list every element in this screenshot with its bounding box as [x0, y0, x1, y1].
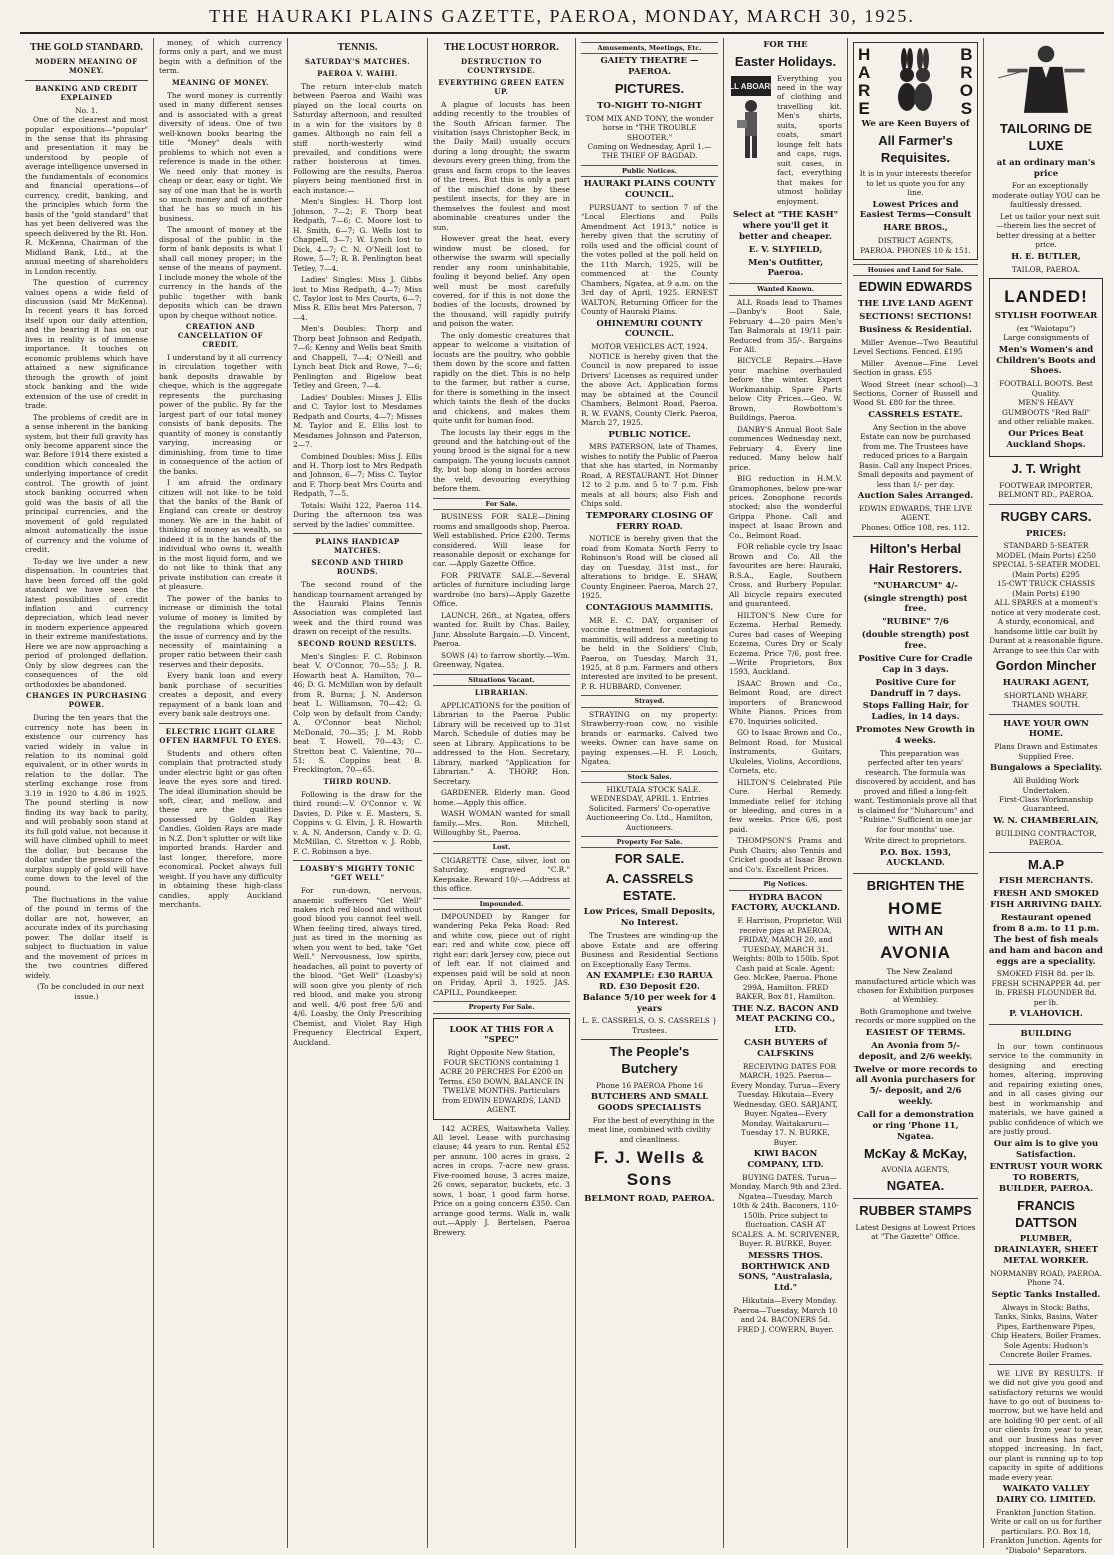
article-subtitle: MODERN MEANING OF MONEY.	[35, 56, 138, 75]
have-home-title: HAVE YOUR OWN HOME.	[1003, 718, 1089, 740]
rubber-title: RUBBER STAMPS	[859, 1203, 972, 1219]
hilton-title-2: Hair Restorers.	[868, 561, 963, 576]
normanby-text: NORMANBY ROAD, PAEROA. Phone 74.	[990, 1268, 1102, 1288]
hare-letters-right	[960, 46, 973, 117]
column-tennis	[288, 38, 428, 1548]
paragraph: The return inter-club match between Paeroa and Waihi was played on the local courts on Saturday afternoon, and resulted in a win for the visitors by 8 games. Although no rain fell a stiff north-westerly wind prevailed, and conditions were rather boisterous at times. Following are the results, Paeroa players being mentioned first in each instance:—	[293, 81, 422, 195]
divider	[989, 714, 1103, 715]
classified-ad: FOR reliable cycle try Isaac Brown and Co. All the favourites are here: Hauraki, B.S.A., Eagle, Southern Cross, and Burbery Popular. All bicycle repairs executed and guaranteed.	[729, 542, 842, 609]
coming-text: Coming on Wednesday, April 1.— THE THIEF OF BAGDAD.	[587, 141, 712, 161]
letter: R	[858, 81, 871, 100]
theatre-name: GAIETY THEATRE — PAEROA.	[600, 56, 699, 78]
hare-banner	[858, 47, 973, 117]
easter-text: Everything you need in the way of clothing and travelling kit. Men's shirts, suits, sports coats, smart lounge felt hats and caps, rugs, suit cases, in fact, everything that makes for utmost holiday enjoyment.	[777, 73, 842, 206]
septic-text: Septic Tanks Installed.	[991, 1289, 1101, 1300]
classified-ad: THOMPSON'S Prams and Push Chairs; also Tennis and Cricket goods at Isaac Brown and Co's. Excellent Prices.	[729, 836, 842, 874]
classified-heading: Houses and Land for Sale.	[853, 264, 978, 276]
article-title: THE LOCUST HORROR.	[444, 42, 559, 53]
buyers-text: We are Keen Buyers of	[861, 119, 970, 129]
twelve-text: Twelve or more records to all Avonia purchasers for 5/- deposit, and 2/6 weekly.	[853, 1064, 978, 1108]
paragraph: The second round of the handicap tournament arranged by the Hauraki Plains Tennis Association was completed last week and the third round was drawn on receipt of the results.	[293, 580, 422, 637]
example-text: AN EXAMPLE: £30 RARUA RD. £30 Deposit £20. Balance 5/10 per week for 4 years	[582, 970, 717, 1014]
plumber-text: PLUMBER, DRAINLAYER, SHEET METAL WORKER.	[994, 1234, 1098, 1267]
butler-name: H. E. BUTLER,	[1011, 251, 1081, 262]
ad-spec	[433, 1018, 570, 1120]
paragraph: A plague of locusts has been adding recently to the troubles of the South African farmer. The visitation (says Christopher Beck, in the Daily Mail) usually occurs during a long drought; the swarm devours every green thing, from the grass and farm crops to the leaves of the trees. But this is only a part of the mischief done by these pestilent insects, for they are in themselves the foulest and most abominable creatures under the sun.	[433, 99, 570, 232]
sections-title: SECTIONS! SECTIONS!	[859, 311, 972, 322]
notice-text: MRS PATERSON, late of Thames, wishes to notify the Public of Paeroa that she has started, in Normanby Road, A RESTAURANT. Hot Dinner 12 to 2 p.m. and 5 to 7 p.m. Fish meals at all hours; also Fish and Chips sold.	[581, 442, 718, 509]
paragraph: The fluctuations in the value of the pound in terms of the dollar are not, however, an accurate index of its purchasing power. The dollar itself is subject to fluctuation in value and the movement of prices in the two countries differed widely.	[25, 895, 148, 980]
prices-text: Our Prices Beat Auckland Shops.	[1006, 428, 1086, 450]
double-strength: (double strength) post free.	[861, 630, 970, 651]
notice-title: TEMPORARY CLOSING OF FERRY ROAD.	[585, 510, 714, 532]
tailor-illustration	[989, 38, 1103, 116]
classified-ad: APPLICATIONS for the position of Librarian to the Paeroa Public Library will be received up to 31st March. Schedule of duties may be seen at Library. Applications to be addressed to the Hon. Secretary, Library, marked "Application for Librarian." A. THORP, Hon. Secretary.	[433, 700, 570, 786]
price-line: 15-CWT TRUCK CHASSIS (Main Ports) £190	[996, 579, 1096, 598]
wright-address: FOOTWEAR IMPORTER, BELMONT RD., PAEROA.	[998, 481, 1094, 500]
classified-heading: Wanted Known.	[729, 283, 842, 295]
paragraph: To-day we live under a new dispensation. In countries that have been forced off the gold standard we have seen the latest possibilities of credit inflation and currency depreciation, which lead never in modern experience appeared in their extreme manifestations. Here we are now approaching a period of prolonged deflation. Only by slow degrees can the consequences of the old orthodoxies be abandoned.	[25, 556, 148, 689]
receiving-text: RECEIVING DATES FOR MARCH, 1925. Paeroa—Every Monday. Turua—Every Tuesday. Hikutaia—Every Wednesday. GEO. SARJANT, Buyer. Ngatea—Every Monday. Waitakaruru—Tuesday 17. N. BURKE, Buyer.	[730, 1061, 841, 1147]
deposit-text: An Avonia from 5/- deposit, and 2/6 weekly.	[858, 1040, 973, 1062]
article-title: THE GOLD STANDARD.	[30, 42, 143, 53]
classified-ad: BIG reduction in H.M.V. Gramophones, below pre-war prices. Zonophone records stocked; also the wonderful Grippa Phone. Call and inspect at Isaac Brown and Co., Belmont Road.	[729, 474, 842, 540]
cure-line: Stops Falling Hair, for Ladies, in 14 days.	[862, 701, 969, 723]
paragraph: The amount of money at the disposal of the public in the form of bank deposits is what I shall call money proper; in the sense of the means of payment. I include money the whole of the currency in the hands of the public together with bank deposits which can be drawn upon by cheque without notice.	[159, 225, 282, 320]
notice-text: MR E. C. DAY, organiser of vaccine treatment for contagious mammitis, will address a meeting to be held in the Soldiers' Club, Paeroa, on Tuesday, March 31, 1925, at 8 p.m. Farmers and others interested are invited to be present. P. R. HUBBARD, Convener.	[581, 615, 718, 691]
football-text: FOOTBALL BOOTS. Best Quality.	[999, 379, 1093, 398]
brighten-text: BRIGHTEN THE	[866, 878, 965, 894]
butchery-phone: Phone 16 PAEROA Phone 16	[596, 1080, 703, 1090]
hilton-text: This preparation was perfected after ten years' research. The formula was discovered by accident, and has proved and filled a long-felt want. Testimonials prove all that is claimed for "Nuharcum" and "Rubine." Sufficient in one jar for four months' use.	[854, 748, 977, 834]
notice-text: NOTICE is hereby given that the road from Komata North Ferry to Robinson's Road will be closed all day on Tuesday, 31st inst., for alterations to bridge. E. SHAW, County Engineer. Paeroa, March 27, 1925.	[581, 534, 718, 601]
column-notices	[576, 38, 724, 1548]
classified-ad: CIGARETTE Case, silver, lost on Saturday, engraved "C.R." Keepsake. Reward 10/-.—Address at this office.	[433, 855, 570, 894]
classified-heading: Property For Sale.	[433, 1001, 570, 1013]
paragraph: The only domestic creatures that appear to welcome a visitation of locusts are the poultry, who gobble them down by the score and fatten rapidly on the diet. This is no help to the farmer, but rather a curse, for there is something in the insect which taints the flesh of the ducks and chickens, and makes them quite unfit for human food.	[433, 330, 570, 426]
column-gold-standard-continued	[154, 38, 288, 1548]
nz-bacon-title: THE N.Z. BACON AND MEAT PACKING CO., LTD.	[732, 1003, 839, 1036]
butchery-text: For the best of everything in the meat line, combined with civility and cleanliness.	[588, 1115, 715, 1144]
paragraph: Combined Doubles: Miss J. Ellis and H. Thorp lost to Mrs Redpath and Johnson, 6—7; Miss C. Taylor and F. Thorp beat Mrs Courts and Redpath, 7—5.	[293, 451, 422, 499]
map-title: M.A.P	[1027, 856, 1065, 872]
cure-line: Positive Cure for Dandruff in 7 days.	[870, 677, 961, 699]
notice-title: CONTAGIOUS MAMMITIS.	[585, 602, 714, 613]
notice-title: PUBLIC NOTICE.	[608, 429, 691, 440]
waikato-title: WAIKATO VALLEY DAIRY CO. LIMITED.	[996, 1484, 1096, 1506]
slyfield-name: E. V. SLYFIELD,	[748, 244, 823, 255]
trustees-text: L. E. CASSRELS, O. S. CASSRELS } Trustees.	[582, 1016, 717, 1035]
easter-title: Easter Holidays.	[734, 53, 837, 69]
home-text: HOME	[888, 898, 943, 918]
paragraph: The problems of credit are in a sense inherent in the banking system, but their full gravity has only become apparent since the war. Before 1914 there existed a condition which concealed the underlying importance of credit control. The growth of joint stock banking occurred when gold was the basis of all the principal currencies, and the movement of gold regulated almost automatically the issue of currency and the volume of credit.	[25, 412, 148, 555]
cassrels-text: Any Section in the above Estate can now be purchased from me. The Trustees have reduced prices to a Bargain Basis. Call any Inspect Prices. Small deposits and payment of less than 1/- per day.	[857, 422, 974, 489]
article-subtitle: DESTRUCTION TO COUNTRYSIDE.	[461, 56, 542, 75]
cassrels-subtitle: Low Prices, Small Deposits, No Interest.	[583, 907, 716, 929]
section-heading: PLAINS HANDICAP MATCHES.	[315, 537, 400, 556]
classified-heading: Impounded.	[433, 898, 570, 910]
prices-heading: PRICES:	[1026, 528, 1066, 539]
ngatea-text: NGATEA.	[886, 1177, 945, 1193]
masthead-text: THE HAURAKI PLAINS GAZETTE, PAEROA, MONDAY, MARCH 30, 1925.	[209, 6, 915, 26]
tonight-label: TO-NIGHT TO-NIGHT	[597, 100, 702, 111]
cure-line: Promotes New Growth in 4 weeks.	[856, 725, 975, 746]
fish-title: FISH MERCHANTS.	[998, 876, 1094, 887]
newspaper-page	[20, 38, 1108, 1555]
hydra-text: F. Harrison, Proprietor. Will receive pigs at PAEROA, FRIDAY, MARCH 20, and TUESDAY, MARCH 31. Weights: 80lb to 150lb. Spot Cash paid at Scale. Agent: Geo. McKee, Paeroa. Phone 299A, Hamilton. FRED BAKER, Box 81, Hamilton.	[732, 916, 842, 1002]
section-heading: THIRD ROUND.	[323, 776, 392, 786]
hare-letters-left	[858, 46, 870, 117]
column-tailoring	[984, 38, 1108, 1555]
masthead	[20, 6, 1104, 34]
dattson-title: FRANCIS DATTSON	[1015, 1198, 1077, 1230]
section-heading: SECOND AND THIRD ROUNDS.	[311, 558, 404, 577]
tailoring-subtitle: at an ordinary man's price	[996, 157, 1096, 179]
divider	[853, 873, 978, 874]
district-text: DISTRICT AGENTS,	[877, 236, 954, 246]
avonia-body: The New Zealand manufactured article which was chosen for Exhibition purposes at Wembley.	[855, 967, 976, 1005]
listing: Miller Avenue—Fine Level Section in grass. £55	[853, 358, 978, 378]
landed-title: LANDED!	[1004, 287, 1088, 307]
write-text: Write direct to proprietors.	[864, 836, 967, 846]
classified-heading: Strayed.	[581, 695, 718, 707]
paragraph: Men's Doubles: Thorp and Thorp beat Johnson and Redpath, 7—6; Kenny and Wells beat Smith and Chappell, 7—4; O'Neill and Lynch beat Dick and Rowe, 7—6; Penlington and Bigelow beat Tetley and Green, 7—4.	[293, 324, 422, 391]
avonia-text: AVONIA	[880, 943, 951, 963]
divider	[853, 1198, 978, 1199]
butler-address: TAILOR, PAEROA.	[1011, 264, 1081, 274]
feature-text: TOM MIX AND TONY, the wonder horse in "THE TROUBLE SHOOTER."	[585, 113, 714, 142]
ex-text: (ex "Waiotapu")	[1016, 323, 1076, 333]
article-title: TENNIS.	[337, 42, 378, 53]
article-title-electric: ELECTRIC LIGHT GLARE OFTEN HARMFUL TO EYES.	[159, 726, 282, 745]
kash-text: Select at "THE KASH" where you'll get it better and cheaper.	[732, 210, 839, 242]
letter: S	[960, 98, 973, 118]
classified-heading: Pig Notices.	[729, 878, 842, 890]
notice-title: HAURAKI PLAINS COUNTY COUNCIL.	[583, 179, 716, 201]
avonia-agents: AVONIA AGENTS,	[881, 1165, 950, 1175]
section-heading: LIBRARIAN.	[474, 687, 529, 697]
classified-heading: Stock Sales.	[581, 771, 718, 783]
letter: O	[959, 81, 973, 100]
paragraph: Men's Singles: F. C. Robinson beat V. O'Connor, 70—55; J. R. Howarth beat A. Hamilton, 70—46; D. G. McMillan won by default from R. Burns; J. N. Anderson beat L. Williamson, 70—42; G. Colp won by default from Candy; A. O'Connor beat Nichol; McDonald, 70—35; J. M. Robb beat T. Howell, 70—43; C. Stretton beat C. Valentine, 70—51; S. Coppins beat B. Frecklington, 70—65.	[293, 651, 422, 775]
forsale-label: FOR SALE.	[614, 851, 685, 867]
fresh-title: FRESH AND SMOKED FISH ARRIVING DAILY.	[990, 889, 1102, 911]
edwin-title: EDWIN EDWARDS	[858, 279, 973, 295]
divider	[159, 723, 282, 724]
aim-text: Our aim is to give you Satisfaction.	[993, 1138, 1099, 1160]
classified-ad: SOWS (4) to farrow shortly.—Wm. Greenway, Ngatea.	[433, 650, 570, 670]
tailor-text: Let us tailor your next suit—therein lies the secret of better dressing at a better price.	[996, 211, 1100, 250]
consign-text: Large consignments of	[1003, 333, 1089, 343]
paragraph: Ladies' Doubles: Misses J. Ellis and C. Taylor lost to Mesdames Redpath and Courts, 4—7; Misses M. Taylor and E. Ellis lost to Mesdames Johnson and Paterson, 2—7.	[293, 392, 422, 450]
ad-title-loasby: LOASBY'S MIGHTY TONIC "GET WELL"	[299, 864, 416, 883]
tailor-text: For an exceptionally moderate outlay YOU can be faultlessly dressed.	[992, 181, 1100, 210]
rugby-title: RUGBY CARS.	[1000, 508, 1092, 524]
stock-text: Always in Stock: Baths, Tanks, Sinks, Basins, Water Pipes, Earthenware Pipes, Chip Heaters, Boiler Frames.	[991, 1302, 1101, 1341]
spares-text: ALL SPARES at a moment's notice at very moderate cost.	[991, 598, 1101, 617]
easter-ad-body	[723, 73, 842, 209]
paragraph: For run-down, nervous, anaemic sufferers "Get Well" makes rich red blood and without good blood you cannot feel well. When feeling tired, always tired, just as tired in the morning as when you went to bed, take "Get Well." Nervousness, low spirits, headaches, all point to poverty of the blood. "Get Well" (Loasby's) will soon give you plenty of rich red blood, and make you strong and well. 4/6 post free 5/6 and 4/6. Loasby, the Only Prescribing Chemist, and Violet Ray High Frequency Electrical Expert, Auckland.	[293, 886, 422, 1047]
cassrels-title: A. CASSRELS ESTATE.	[605, 871, 694, 903]
mincher-title: Gordon Mincher	[995, 658, 1097, 674]
cure-line: Positive Cure for Cradle Cap in 3 days.	[858, 653, 973, 675]
ad-title: LOOK AT THIS FOR A "SPEC"	[449, 1024, 554, 1046]
paragraph: The word money is currently used in many different senses and is associated with a great diversity of ideas. One of two well-known books bearing the title "Money" deals with problems to which not even a reference is made in the other. We need only that money is cheap or dear, easy or tight. We say of one man that he is worth so much money and of another that he has so much in his business.	[159, 90, 282, 223]
divider	[989, 504, 1103, 505]
classified-heading: Situations Vacant.	[433, 674, 570, 686]
divider	[989, 1024, 1103, 1025]
paragraph: Totals: Waihi 122, Paeroa 114. During the afternoon tea was served by the ladies' committee.	[293, 500, 422, 529]
paragraph: The locusts lay their eggs in the ground and the hatching-out of the young brood is the signal for a new campaign. The young locusts cannot fly, but hop along in hordes across the veld, devouring everything before them.	[433, 427, 570, 494]
section-heading: CHANGES IN PURCHASING POWER.	[26, 691, 147, 710]
to-be-continued: (To be concluded in our next issue.)	[36, 982, 145, 1001]
paragraph: Ladies' Singles: Miss J. Gibbs lost to Miss Redpath, 4—7; Miss C. Taylor lost to Mrs Courts, 6—7; Miss R. Ellis beat Mrs Paterson, 7—4.	[293, 275, 422, 322]
section-heading: MEANING OF MONEY.	[171, 77, 270, 87]
hydra-title: HYDRA BACON FACTORY, AUCKLAND.	[731, 892, 840, 914]
classified-ad: GO to Isaac Brown and Co., Belmont Road, for Musical Instruments, Guitars, Ukuleles, Violins, Accordions, Cornets, etc.	[729, 728, 842, 776]
chamberlain-name: W. N. CHAMBERLAIN,	[993, 815, 1099, 826]
business-title: Business & Residential.	[859, 324, 972, 335]
hauraki-agent: HAURAKI AGENT,	[1002, 677, 1090, 688]
classified-heading: For Sale.	[433, 498, 570, 510]
vlahovich-name: P. VLAHOVICH.	[1009, 1009, 1083, 1020]
classified-ad: BICYCLE Repairs.—Have your machine overhauled before the winter. Expert Workmanship. Spare Parts below City Prices.—Geo. W. Brown, Rowbottom's Buildings, Paeroa.	[729, 356, 842, 423]
classified-heading: Amusements, Meetings, Etc.	[581, 42, 718, 54]
listing: Wood Street (near school)—3 Sections, Corner of Russell and Wood St. £80 for the three.	[853, 379, 978, 408]
rubine-price: "RUBINE" 7/6	[882, 617, 949, 628]
undertaken-text: All Building Work Undertaken.	[1013, 776, 1079, 795]
interest-text: It is in your interests therefor to let us quote you for any line.	[859, 169, 972, 198]
notice-text: PURSUANT to section 7 of the "Local Elections and Polls Amendment Act 1913," notice is hereby given that the scrutiny of rolls used and the official count of the votes polled at the poll held on the 11th March, 1925, will be commenced at the County Chambers, Ngatea, at 9 a.m. on the 3rd day of April, 1925. ERNEST WALTON, Returning Officer for the County of Hauraki Plains.	[581, 202, 718, 317]
divider	[989, 852, 1103, 853]
letter: R	[960, 63, 973, 83]
classified-ad: FOR PRIVATE SALE.—Several articles of furniture including large wardrobe (no bars)—Apply Gazette Office.	[433, 570, 570, 609]
classified-heading: Property For Sale.	[581, 836, 718, 848]
ad-hare-bros	[853, 42, 978, 260]
wells-title: F. J. Wells & Sons	[594, 1148, 705, 1190]
easter-pretitle: FOR THE	[763, 40, 808, 50]
classified-ad: IMPOUNDED by Ranger for wandering Peka Peka Road: Red and white cow, piece out of right ear; red and white cow, piece off right ear; dark Jersey cow, piece out of left ear. If not claimed and expenses paid will be sold at noon on Friday, April 3, 1925. JAS. CAPILL, Poundkeeper.	[433, 911, 570, 997]
ad-landed	[989, 278, 1103, 457]
wharf-text: SHORTLAND WHARF, THAMES SOUTH.	[1003, 690, 1089, 710]
classified-heading: Lost.	[433, 841, 570, 853]
slyfield-title: Men's Outfitter, Paeroa.	[747, 257, 824, 279]
column-easter-wanted	[724, 38, 848, 1548]
paragraph: Men's Singles: H. Thorp lost Johnson, 7—2; F. Thorp beat Redpath, 7—6; C. Moore lost to H. Smith, 6—7; G. Wells lost to Chappell, 3—7; W. Lynch lost to Dick, 4—7; C. N. O'Neill lost to Rowe, 5—7; R. B. Penlington beat Tetley, 7—4.	[293, 197, 422, 273]
gumboots-text: MEN'S HEAVY GUMBOOTS "Red Ball" and other reliable makes.	[998, 398, 1094, 427]
paragraph: The question of currency values opens a wide field of discussion (said Mr McKenna). In recent years it has forced itself upon our daily attention, and the bearing it has on our lives in reality is of immense importance. It touches on economic problems which have attained a new significance through the growth of joint stock banking and the wide extension of the use of credit in trade.	[25, 278, 148, 411]
chamberlain-title: BUILDING CONTRACTOR, PAEROA.	[995, 828, 1097, 848]
requisites-text: All Farmer's Requisites.	[878, 132, 953, 165]
restaurant-text: Restaurant opened from 8 a.m. to 11 p.m. The best of fish meals and ham and bacon and eggs are a speciality.	[989, 913, 1103, 967]
paragraph: However great the heat, every window must be closed, for otherwise the swarm will specially render any room uninhabitable, fouling it beyond belief. Any open well must be most carefully covered, for if this is not done the bodies of the locusts, drowned by the thousand, will rapidly putrify and poison the water.	[433, 234, 570, 329]
series-number: No. 1.	[75, 105, 98, 115]
classified-heading: Public Notices.	[581, 165, 718, 177]
cassrels-title: CASSRELS ESTATE.	[868, 409, 963, 420]
divider	[853, 536, 978, 537]
letter: A	[858, 63, 871, 83]
column-gold-standard	[20, 38, 154, 1548]
entrust-text: ENTRUST YOUR WORK TO ROBERTS, BUILDER, PAEROA.	[989, 1162, 1103, 1195]
paragraph: Every bank loan and every bank purchase of securities creates a deposit, and every repayment of a bank loan and every bank sale destroys one.	[159, 671, 282, 719]
frankton-text: Frankton Junction Station. Write or call on us for further particulars. P.O. Box 18, Frankton Junction. Agents for "Diabolo" Separators.	[990, 1507, 1102, 1555]
bungalows-text: Bungalows a Speciality.	[989, 763, 1103, 774]
notice-text: HIKUTAIA STOCK SALE. WEDNESDAY, APRIL 1. Entries Solicited. Farmers' Co-operative Auctioneering Co. Ltd., Hamilton, Auctioneers.	[586, 784, 713, 832]
classified-ad: WASH WOMAN wanted for small family.—Mrs. Ron. Mitchell, Willoughby St., Paeroa.	[433, 809, 570, 837]
paragraph: I am afraid the ordinary citizen will not like to be told that the banks of the Bank of England can create or destroy money. We are in the habit of thinking of money as wealth, so indeed it is in the hands of the individual who owns it, wealth in the most liquid form, and we do not like to think that any private institution can create it at pleasure.	[159, 478, 282, 592]
price-line: STANDARD 5-SEATER MODEL (Main Ports) £250	[996, 541, 1096, 560]
live-agent-title: THE LIVE LAND AGENT	[858, 299, 973, 310]
listing: Miller Avenue—Two Beautiful Level Sections. Fenced. £195	[853, 337, 978, 357]
kiwi-text: BUYING DATES. Turua—Monday, March 9th and 23rd. Ngatea—Tuesday, March 10th & 24th. Baconers, 110-150lb. Price subject to fluctuation. CASH AT SCALES. A. M. SCRIVENER, Buyer. R. BURKE, Buyer.	[729, 1172, 842, 1249]
series-title: BANKING AND CREDIT EXPLAINED	[35, 83, 138, 102]
borthwick-text: Hikutaia—Every Monday. Paeroa—Tuesday, March 10 and 24. BACONERS 5d. FRED J. COWERN, Buyer.	[733, 1296, 838, 1334]
divider	[581, 1039, 718, 1040]
butchery-title: The People's Butchery	[609, 1044, 690, 1077]
notice-text: The Trustees are winding-up the above Estate and are offering Business and Residential Sections on Exceptionally Easy Terms.	[581, 931, 718, 969]
with-text: WITH AN	[887, 922, 944, 938]
section-heading: CREATION AND CANCELLATION OF CREDIT.	[177, 322, 264, 349]
classified-ad: HILTON'S New Cure for Eczema. Herbal Remedy. Cures bad cases of Weeping Eczema, Cures Dry or Scaly Eczema. Price 7/6, post free.—Write Proprietors, Box 1593, Auckland.	[729, 610, 842, 677]
boots-text: Men's Women's and Children's Boots and Shoes.	[996, 344, 1096, 377]
fish-prices: SMOKED FISH 8d. per lb. FRESH SCHNAPPER 4d. per lb. FRESH FLOUNDER 8d. per lb.	[991, 969, 1101, 1007]
pictures-label: PICTURES.	[614, 81, 685, 97]
single-strength: (single strength) post free.	[863, 593, 968, 615]
rabbits-icon	[890, 47, 940, 117]
classified-ad: GARDENER. Elderly man. Good home.—Apply this office.	[433, 788, 570, 807]
building-text: In our town continuous service to the community in designing and erecting homes, altering, improving and repairing existing ones, and in all cases giving our best in workmanship and materials, we have gained a public confidence of which we are justly proud.	[989, 1042, 1103, 1137]
divider	[293, 533, 422, 534]
notice-text: STRAYING on my property: Strawberry-roan cow, no visible brands or earmarks. Calved two weeks. Owner can have same on paying expenses.—H. F. Louch, Ngatea.	[581, 709, 718, 767]
letter: H	[858, 45, 871, 65]
easiest-text: EASIEST OF TERMS.	[865, 1027, 966, 1038]
section-heading: SECOND ROUND RESULTS.	[297, 638, 418, 648]
paragraph: One of the clearest and most popular expositions—"popular" in the sense that its phrasing and presentation it may be understood by people of average intelligence unversed in the fundamentals of economics and financial operations—of currency, credit, banking, and the principles which form the basis of the "gold standard" that has yet been delivered was the speech delivered by the Rt. Hon. R. McKenna, Chairman of the Midland Bank, Ltd., at the annual meeting of shareholders in London recently.	[25, 115, 148, 276]
all-aboard-text: ALL ABOARD!	[723, 81, 779, 91]
classified-ad: LAUNCH, 26ft., at Ngatea, offers wanted for. Built by Chas. Bailey, Junr. Absolute Bargain.—D. Vincent, Paeroa.	[433, 610, 570, 649]
call-text: Call for a demonstration or ring 'Phone 11, Ngatea.	[857, 1110, 974, 1142]
ad-text: Right Opposite New Station, FOUR SECTIONS containing 1 ACRE 20 PERCHES For £200 on Terms. £50 DOWN, BALANCE IN TWELVE MONTHS. Particulars from EDWIN EDWARDS, LAND AGENT.	[439, 1048, 564, 1115]
divider	[989, 1364, 1103, 1365]
price-line: SPECIAL 5-SEATER MODEL (Main Ports) £295	[992, 560, 1100, 579]
classified-ad: 142 ACRES, Waitawheta Valley. All level. Lease with purchasing clause; 44 years to run. Rental £52 per annum. 100 acres in grass, 2 acres in crops. 7-acre new grass. Five-roomed house, 3 acres maize, 26 cows, separator, buckets, etc. 3 sows, 1 boar, 1 good farm horse. Price on a going concern £350. Can arrange good terms. Walk in, walk out.—Apply J. Bertelsen, Paeroa Brewery.	[433, 1123, 570, 1237]
wright-title: J. T. Wright	[1011, 461, 1081, 477]
auction-text: Auction Sales Arranged.	[857, 491, 974, 502]
classified-ad: ALL Roads lead to Thames—Danby's Boot Sale, February 4—20 pairs Men's Tan Balmorals at 19/11 pair. Reduced from 35/-. Bargains For All.	[729, 297, 842, 354]
plans-text: Plans Drawn and Estimates Supplied Free.	[994, 742, 1098, 761]
results-text: WE LIVE BY RESULTS. If we did not give you good and satisfactory returns we would have to go out of business to-morrow, but we have held and are holding 90 per cent. of all our clients from year to year, and our business has never stopped increasing. In fact, our plant is running up to top capacity in spite of additions made every year.	[989, 1368, 1103, 1482]
letter: B	[960, 45, 973, 65]
notice-subtitle: MOTOR VEHICLES ACT, 1924.	[591, 342, 708, 352]
paragraph: During the ten years that the currency note has been in existence our currency has varied widely in value in relation to its nominal gold equivalent, or in other words in relation to the dollar. The sterling exchange rose from 3.19 in 1920 to 4.86 in 1925. The pound sterling is now finding its way back to parity, and will probably soon stand at its full gold value, not because it will have climbed uphill to meet the dollar, but because the dollar under the pressure of the surplus supply of gold will have come down to the level of the pound.	[25, 713, 148, 893]
paragraph: Students and others often complain that protracted study under electric light or gas often leave the eyes sore and tired. The ideal illumination should be soft, clear, and mellow, and these are the qualities possessed by Golden Ray Candles. Golden Rays are made in N.Z. Don't splutter or wilt like imported brands. Harder and last longer, therefore, more economical. Pocket always full weight. If you have any difficulty in obtaining these high-class candles, apply Auckland merchants.	[159, 748, 282, 910]
divider	[293, 860, 422, 861]
section-heading: EVERYTHING GREEN EATEN UP.	[438, 77, 565, 96]
borthwick-title: MESSRS THOS. BORTHWICK AND SONS, "Australasia, Ltd."	[738, 1250, 833, 1294]
firstclass-text: First-Class Workmanship Guaranteed.	[998, 795, 1094, 814]
edwin-phones: Phones: Office 108, res. 112.	[861, 522, 970, 532]
classified-ad: HILTON'S Celebrated Pile Cure. Herbal Remedy. Immediate relief for itching or bleeding, and cures in a few weeks. Price 6/6, post paid.	[729, 777, 842, 834]
box-text: P.O. Box. 1593, AUCKLAND.	[879, 847, 952, 869]
classified-ad: DANBY'S Annual Boot Sale commences Wednesday next, February 4. Every line reduced. Many below half price.	[729, 424, 842, 472]
lowest-text: Lowest Prices and Easiest Terms—Consult	[859, 199, 972, 221]
letter: E	[858, 98, 870, 118]
classified-ad: BUSINESS FOR SALE—Dining rooms and smallgoods shop, Paeroa. Well established. Price £200. Terms considered. Will lease for reasonable deposit or exchange for car. —Apply Gazette Office.	[433, 512, 570, 569]
paragraph: Following is the draw for the third round:—V. O'Connor v. W. Davies, D. Pike v. E. Masters, S. Coppins v. G. Elvin, J. R. Howarth v. A. N. Anderson, Candy v. D. G. McMillan, C. Stretton v. J. Robb, F. C. Robinson a bye.	[293, 789, 422, 856]
paragraph: I understand by it all currency in circulation together with bank deposits drawable by cheque, which is the aggregate represents the purchasing power of the public. By far the largest part of our total money consists of bank deposits. The quantity of money is constantly varying, increasing or diminishing, from time to time in consequence of the action of the banks.	[159, 352, 282, 476]
paragraph: money, of which currency forms only a part, and we must begin with a definition of the term.	[159, 38, 282, 76]
sole-text: Sole Agents: Hudson's Concrete Boiler Frames.	[999, 1340, 1093, 1360]
calfskins-title: CASH BUYERS of CALFSKINS	[743, 1038, 828, 1060]
hare-phones: PAEROA. PHONES 10 & 151.	[860, 245, 971, 255]
divider	[25, 80, 148, 81]
section-heading: PAEROA V. WAIHI.	[317, 68, 398, 78]
all-aboard-illustration	[723, 74, 779, 164]
gramo-text: Both Gramophone and twelve records or more supplied on the	[855, 1006, 976, 1026]
column-hare-bros	[848, 38, 984, 1548]
mckay-title: McKay & McKay,	[863, 1145, 968, 1161]
tailoring-title: TAILORING DE LUXE	[999, 121, 1093, 154]
hilton-title-1: Hilton's Herbal	[869, 541, 962, 557]
edwin-footer: EDWIN EDWARDS, THE LIVE AGENT.	[858, 503, 973, 523]
wells-address: BELMONT ROAD, PAEROA.	[584, 1193, 715, 1204]
butchery-subtitle: BUTCHERS AND SMALL GOODS SPECIALISTS	[590, 1092, 709, 1113]
classified-ad: ISAAC Brown and Co., Belmont Road, are direct importers of Brancwood White Pianos. Prices from £70. Inquiries solicited.	[729, 678, 842, 726]
paragraph: The power of the banks to increase or diminish the total volume of money is limited by the regulations which govern the issue of currency and by the necessity of maintaining a proper ratio between their cash reserves and their deposits.	[159, 593, 282, 669]
column-locust-classifieds	[428, 38, 576, 1548]
sturdy-text: A sturdy, economical, and handsome little car built by Durant at a reasonable figure.	[989, 617, 1103, 646]
hare-bros-name: HARE BROS.,	[883, 223, 948, 234]
arrange-text: Arrange to see this Car with	[992, 645, 1100, 655]
building-title: BUILDING	[1020, 1029, 1072, 1040]
kiwi-title: KIWI BACON COMPANY, LTD.	[747, 1149, 824, 1171]
stylish-title: STYLISH FOOTWEAR	[994, 310, 1098, 321]
notice-text: NOTICE is hereby given that the Council is now prepared to issue Drivers' Licenses as required under the above Act. Application forms may be obtained at the Council Chambers, Belmont Road, Paeroa. R. W. EVANS, County Clerk. Paeroa, March 27, 1925.	[581, 351, 718, 428]
notice-title: OHINEMURI COUNTY COUNCIL.	[596, 318, 703, 340]
rubber-text: Latest Designs at Lowest Prices at "The Gazette" Office.	[855, 1222, 976, 1242]
nuharcum-price: "NUHARCUM" 4/-	[873, 580, 958, 591]
article-subtitle: SATURDAY'S MATCHES.	[304, 56, 411, 66]
